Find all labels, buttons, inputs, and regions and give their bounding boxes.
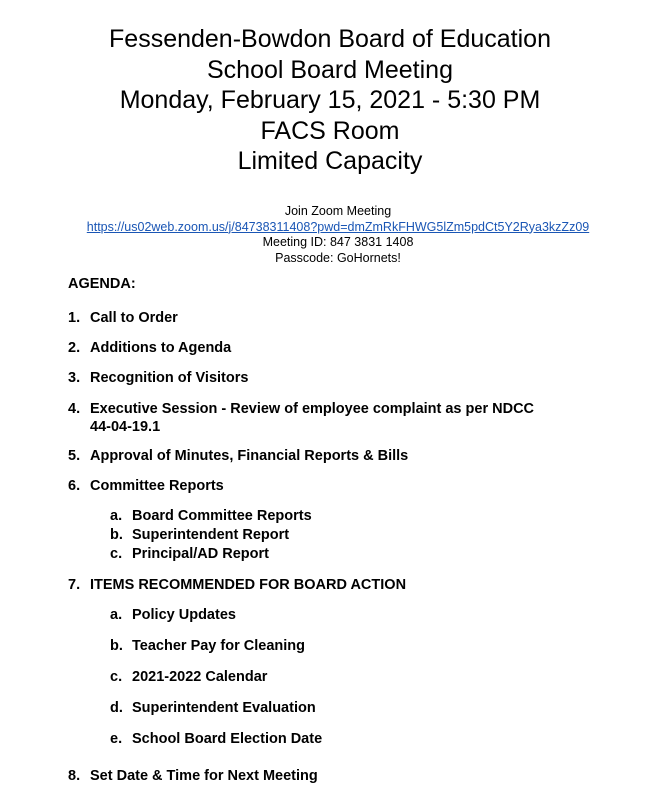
subitem-text: Superintendent Evaluation <box>132 700 316 716</box>
subitem-letter: c. <box>110 546 123 562</box>
passcode: Passcode: GoHornets! <box>275 250 401 265</box>
item-number: 1. <box>68 310 81 326</box>
item-number: 7. <box>68 577 81 593</box>
document-header <box>0 24 660 177</box>
capacity-note: Limited Capacity <box>237 147 423 175</box>
agenda-subitem <box>110 668 267 686</box>
agenda-subitem <box>110 730 322 748</box>
agenda-item <box>68 339 231 357</box>
agenda-subitem <box>110 526 289 544</box>
item-number: 2. <box>68 340 81 356</box>
subitem-letter: a. <box>110 607 123 623</box>
agenda-item <box>68 369 248 387</box>
item-number: 6. <box>68 478 81 494</box>
item-continuation: 44-04-19.1 <box>90 419 161 435</box>
meeting-location: FACS Room <box>260 116 400 145</box>
meeting-type: School Board Meeting <box>207 55 453 84</box>
zoom-info <box>0 204 660 266</box>
subitem-text: Policy Updates <box>132 607 236 623</box>
subitem-letter: b. <box>110 638 123 654</box>
subitem-text: 2021-2022 Calendar <box>132 669 268 685</box>
item-text: Approval of Minutes, Financial Reports & Bills <box>90 448 409 464</box>
zoom-link[interactable]: https://us02web.zoom.us/j/84738311408?pwd=dmZmRkFHWG5lZm5pdCt5Y2Rya3kzZz09 <box>86 219 590 234</box>
meeting-id: Meeting ID: 847 3831 1408 <box>262 235 414 249</box>
agenda-item <box>68 400 534 436</box>
item-text: Committee Reports <box>90 478 224 494</box>
agenda-subitem <box>110 637 305 655</box>
subitem-text: Teacher Pay for Cleaning <box>132 638 305 654</box>
item-number: 4. <box>68 401 81 417</box>
subitem-letter: d. <box>110 700 123 716</box>
subitem-letter: b. <box>110 527 123 543</box>
board-name: Fessenden-Bowdon Board of Education <box>109 25 551 53</box>
agenda-item <box>68 309 178 327</box>
subitem-text: Principal/AD Report <box>132 546 269 562</box>
item-text: Additions to Agenda <box>90 340 232 356</box>
join-zoom-label: Join Zoom Meeting <box>284 204 392 218</box>
subitem-text: School Board Election Date <box>132 731 323 747</box>
agenda-item <box>68 576 406 594</box>
item-text: Executive Session - Review of employee complaint as per NDCC <box>90 401 535 417</box>
agenda-subitem <box>110 545 269 563</box>
agenda-subitem <box>110 507 312 525</box>
agenda-heading: AGENDA: <box>68 276 136 292</box>
agenda-subitem <box>110 699 316 717</box>
meeting-date-time: Monday, February 15, 2021 - 5:30 PM <box>119 86 541 114</box>
subitem-text: Superintendent Report <box>132 527 290 543</box>
subitem-letter: e. <box>110 731 123 747</box>
agenda-item <box>68 447 408 465</box>
item-number: 8. <box>68 768 81 784</box>
item-text: Set Date & Time for Next Meeting <box>90 768 318 784</box>
subitem-letter: a. <box>110 508 123 524</box>
agenda-item <box>68 477 224 495</box>
agenda-subitem <box>110 606 236 624</box>
agenda-item <box>68 767 318 785</box>
subitem-text: Board Committee Reports <box>132 508 312 524</box>
item-number: 5. <box>68 448 81 464</box>
item-text: ITEMS RECOMMENDED FOR BOARD ACTION <box>90 577 407 593</box>
item-text: Recognition of Visitors <box>90 370 249 386</box>
subitem-letter: c. <box>110 669 123 685</box>
item-text: Call to Order <box>90 310 178 326</box>
item-number: 3. <box>68 370 81 386</box>
